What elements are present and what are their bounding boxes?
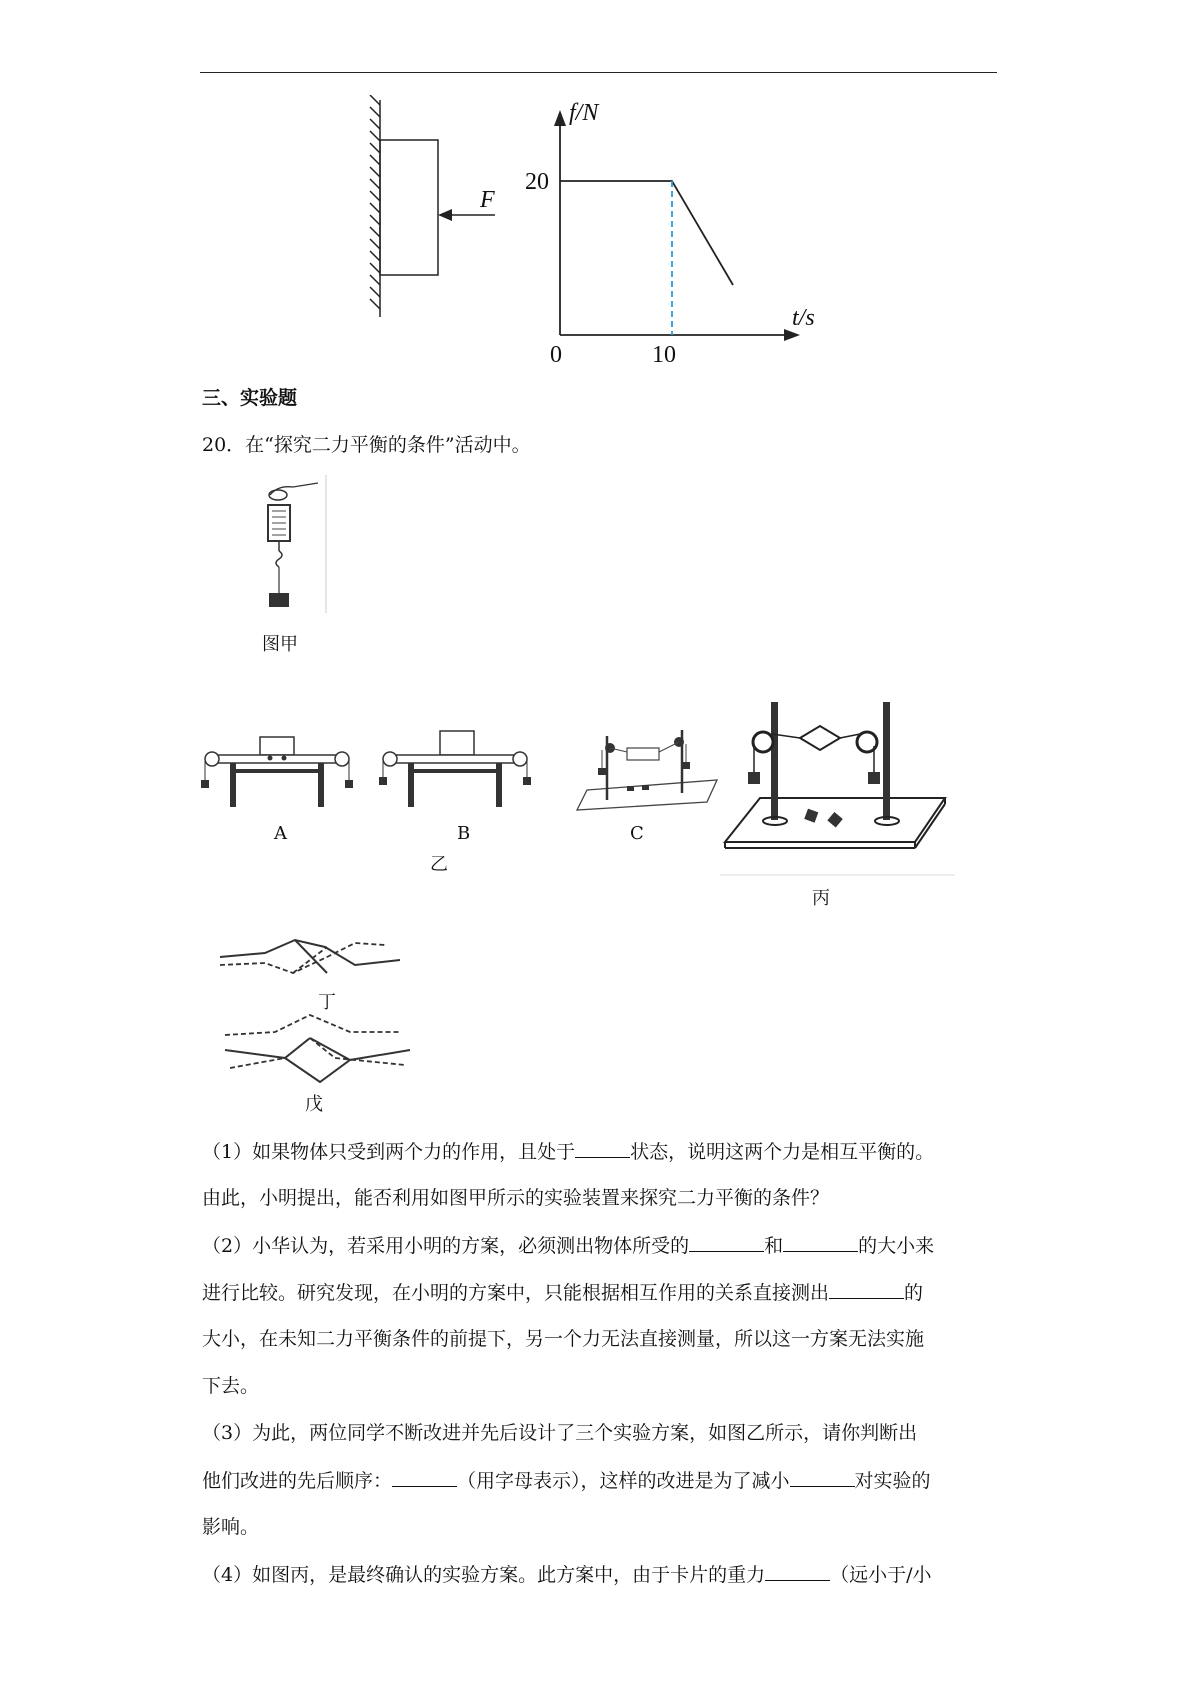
block [380,140,438,275]
wall-block-diagram [360,95,510,325]
pulley-left [753,732,773,752]
weight-block [269,593,289,607]
friction-curve [560,181,733,285]
answer-blank-4[interactable] [829,1278,904,1299]
force-label: F [480,187,495,213]
caption-jia: 图甲 [262,634,298,655]
caption-c: C [630,823,644,844]
apparatus-a [200,725,360,815]
answer-blank-1[interactable] [575,1137,630,1158]
paragraph-3-line-2: 他们改进的先后顺序： （用字母表示），这样的改进是为了减小 对实验的 [202,1466,997,1495]
block-a [260,737,294,755]
y-axis-arrowhead [554,110,566,126]
scale-ring [269,490,287,500]
apparatus-b [378,725,538,815]
answer-blank-3[interactable] [783,1231,858,1252]
section-heading: 三、实验题 [202,387,298,409]
x-tick-label: 10 [652,342,676,368]
apparatus-c [572,718,722,813]
origin-label: 0 [550,342,562,368]
answer-blank-6[interactable] [790,1466,855,1487]
friction-time-graph [520,90,820,370]
cut-card-wu [215,1010,415,1085]
y-axis-label: f/N [569,100,599,126]
scale-hook [276,551,282,567]
paragraph-4-line-1: （4）如图丙，是最终确认的实验方案。此方案中，由于卡片的重力 （远小于/小 [202,1560,997,1589]
y-tick-label: 20 [525,169,549,195]
answer-blank-5[interactable] [392,1466,457,1487]
question-title: 20．在“探究二力平衡的条件”活动中。 [202,434,531,456]
caption-wu: 戊 [305,1094,323,1115]
spring-scale-figure [248,475,328,615]
caption-yi: 乙 [430,854,448,875]
base-c [577,780,717,810]
caption-a: A [274,823,287,844]
apparatus-bing [720,690,955,880]
twisted-card-ding [215,925,415,985]
paragraph-1-line-2: 由此，小明提出，能否利用如图甲所示的实验装置来探究二力平衡的条件？ [202,1187,830,1209]
table-top-b [390,755,520,763]
wall-hatching [370,95,380,317]
caption-bing: 丙 [812,888,830,909]
paragraph-1-line-1: （1）如果物体只受到两个力的作用，且处于 状态，说明这两个力是相互平衡的。 [202,1137,997,1166]
card-outline-wu [225,1050,410,1082]
header-rule [200,72,997,73]
paragraph-3-line-3: 影响。 [202,1516,260,1538]
x-axis-label: t/s [792,305,815,331]
paragraph-2-line-2: 进行比较。研究发现，在小明的方案中，只能根据相互作用的关系直接测出 的 [202,1278,997,1307]
paragraph-3-line-1: （3）为此，两位同学不断改进并先后设计了三个实验方案，如图乙所示，请你判断出 [202,1422,918,1444]
card-bing [800,726,840,750]
paragraph-2-line-3: 大小，在未知二力平衡条件的前提下，另一个力无法直接测量，所以这一方案无法实施 [202,1328,925,1350]
caption-b: B [457,823,471,844]
paragraph-2-line-4: 下去。 [202,1375,260,1397]
block-b [440,731,474,755]
force-arrowhead [438,209,452,221]
card-c [627,748,659,760]
table-top-a [212,755,342,763]
hand-icon [270,483,318,495]
answer-blank-7[interactable] [765,1560,830,1581]
answer-blank-2[interactable] [689,1231,764,1252]
paragraph-2-line-1: （2）小华认为，若采用小明的方案，必须测出物体所受的 和 的大小来 [202,1231,997,1260]
caption-ding: 丁 [318,992,336,1013]
